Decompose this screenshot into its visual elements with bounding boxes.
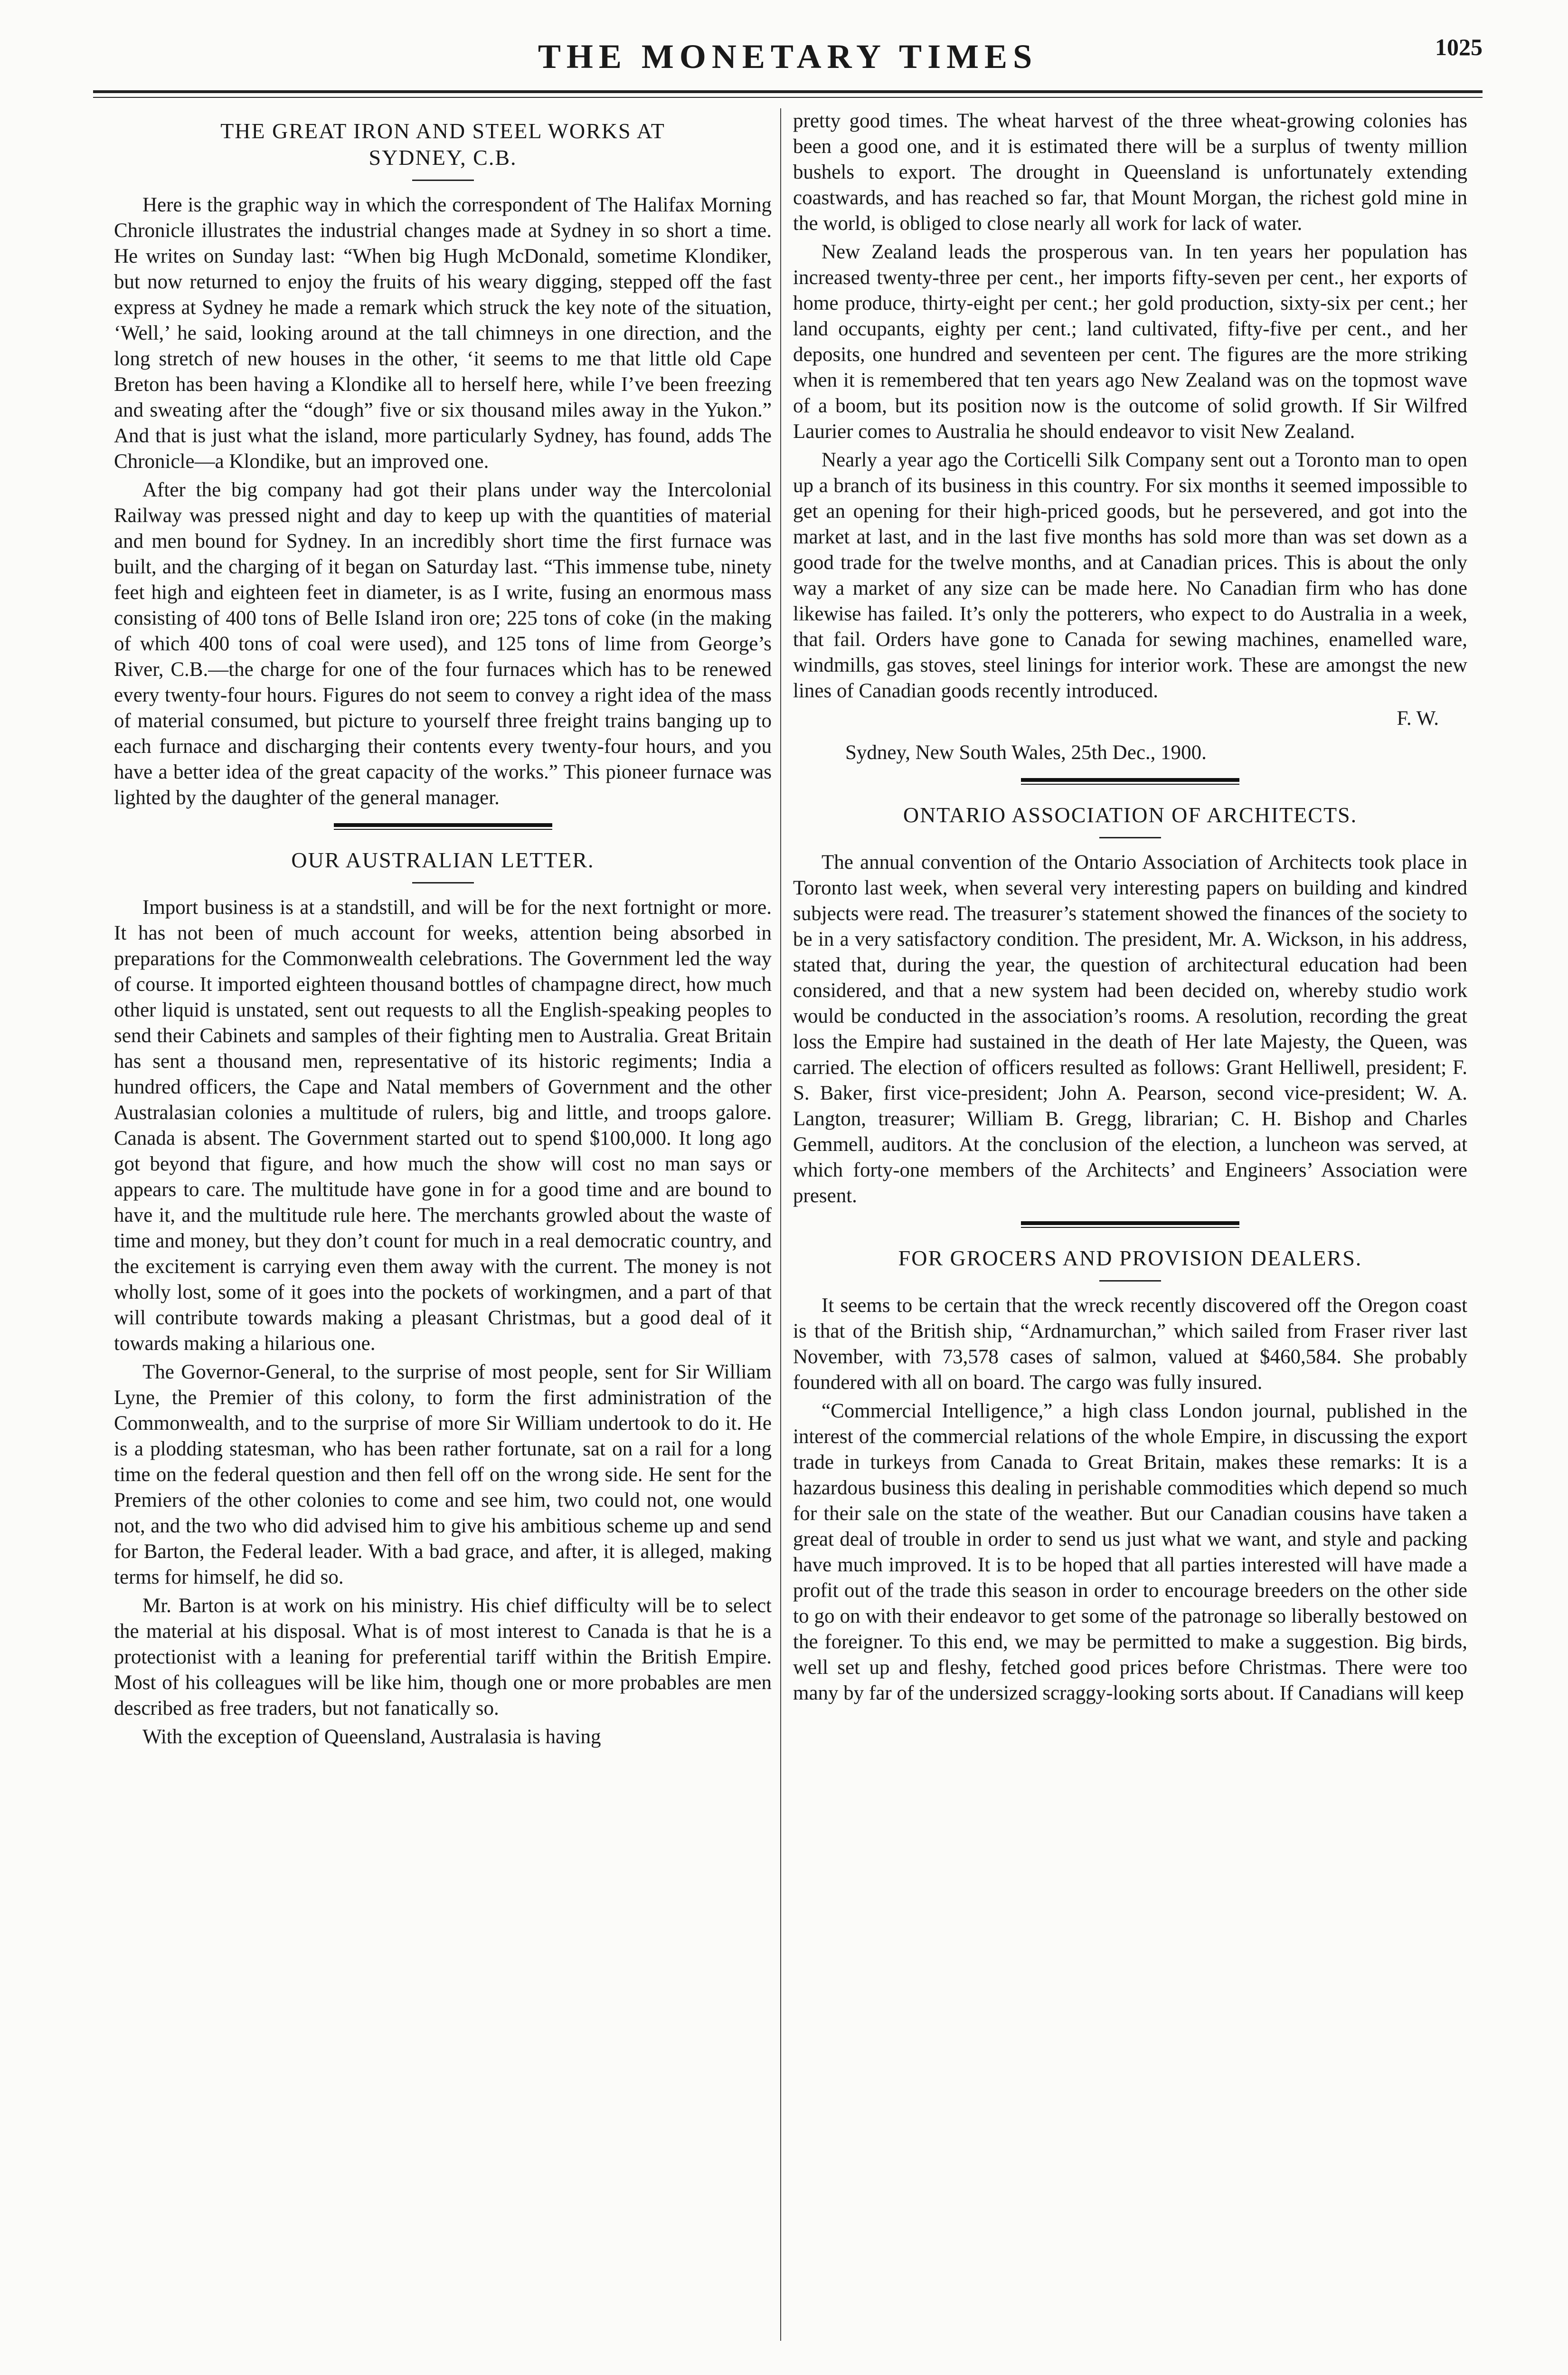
headline-rule [1099,837,1161,838]
headline-rule [1099,1280,1161,1282]
right-column [793,108,1467,2341]
column-divider [780,108,781,2341]
article-paragraph: Import business is at a standstill, and will be for the next fortnight or more. It has not been of much account for weeks, attention being absorbed in preparations for the Commonwealth celebrations. The Government led the way of course. It imported eighteen thousand bottles of champagne direct, how much other liquid is unstated, sent out requests to all the English-speaking peoples to send their Cabinets and samples of their fighting men to Australia. Great Britain has sent a thousand men, representative of its historic regiments; India a hundred officers, the Cape and Natal members of Government and the other Australasian colonies a multitude of rulers, big and little, and troops galore. Canada is absent. The Government started out to spend $100,000. It long ago got beyond that figure, and how much the show will cost no man says or appears to care. The multitude have gone in for a good time and are bound to have it, and the multitude rule here. The merchants growled about the waste of time and money, but they don’t count for much in a real democratic country, and the excitement is carrying even them away with the current. The money is not wholly lost, some of it goes into the pockets of workingmen, and a part of that will contribute towards making a pleasant Christmas, but a good deal of it towards making a hilarious one. [114,896,772,1355]
article-paragraph: Nearly a year ago the Corticelli Silk Company sent out a Toronto man to open up a branch of its business in this country. For six months it seemed impossible to get an opening for their high-priced goods, but he persevered, and got into the market at last, and in the last five months has sold more than was set down as a good trade for the twelve months, and at Canadian prices. This is about the only way a market of any size can be made here. No Canadian firm who has done likewise has failed. It’s only the potterers, who expect to do Australia in a week, that fail. Orders have gone to Canada for sewing machines, enamelled ware, windmills, gas stoves, steel linings for interior work. These are amongst the new lines of Canadian goods recently introduced. [793,449,1467,702]
masthead [93,33,1483,90]
left-column [114,108,772,2341]
headline-line-1: THE GREAT IRON AND STEEL WORKS AT [220,119,665,143]
author-signature: F. W. [1397,707,1439,730]
section-rule-thin [1021,784,1239,785]
headline-rule [412,882,474,884]
article-paragraph: New Zealand leads the prosperous van. In ten years her population has increased twenty-three per cent., her imports fifty-seven per cent., her exports of home produce, thirty-eight per cent.; her gold production, sixty-six per cent.; her land occupants, eighty per cent.; land cultivated, fifty-five per cent., and her deposits, one hundred and seventeen per cent. The figures are the more striking when it is remembered that ten years ago New Zealand was on the topmost wave of a boom, but its position now is the outcome of solid growth. If Sir Wilfred Laurier comes to Australia he should endeavor to visit New Zealand. [793,241,1467,443]
section-rule-thin [334,829,552,830]
article-paragraph: With the exception of Queensland, Australasia is having [142,1726,601,1748]
masthead-rule-heavy [93,90,1483,93]
section-rule-heavy [1021,1221,1239,1225]
article-headline-iron-steel [114,118,772,171]
section-rule-heavy [1021,778,1239,782]
section-rule-thin [1021,1227,1239,1228]
article-headline-grocers: FOR GROCERS AND PROVISION DEALERS. [898,1246,1362,1270]
section-rule-heavy [334,823,552,827]
article-paragraph-continued: pretty good times. The wheat harvest of the three wheat-growing colonies has been a good one, and it is estimated there will be a surplus of twenty million bushels to export. The drought in Queensland is unfortunately extending coastwards, and has reached so far, that Mount Morgan, the richest gold mine in the world, is obliged to close nearly all work for lack of water. [793,110,1467,235]
masthead-rule-thin [93,97,1483,98]
article-headline-architects: ONTARIO ASSOCIATION OF ARCHITECTS. [903,803,1358,827]
headline-rule [412,180,474,181]
article-paragraph: Mr. Barton is at work on his ministry. His chief difficulty will be to select the material at his disposal. What is of most interest to Canada is that he is a protectionist with a leaning for preferential tariff within the British Empire. Most of his colleagues will be like him, though one or more probables are men described as free traders, but not fanatically so. [114,1595,772,1720]
article-paragraph: It seems to be certain that the wreck recently discovered off the Oregon coast is that of the British ship, “Ardnamurchan,” which sailed from Fraser river last November, with 73,578 cases of salmon, valued at $460,584. She probably foundered with all on board. The cargo was fully insured. [793,1294,1467,1394]
article-paragraph: Here is the graphic way in which the correspondent of The Halifax Morning Chronicle illustrates the industrial changes made at Sydney in so short a time. He writes on Sunday last: “When big Hugh McDonald, sometime Klondiker, but now returned to enjoy the fruits of his weary digging, stepped off the fast express at Sydney he made a remark which struck the key note of the situation, ‘Well,’ he said, looking around at the tall chimneys in one direction, and the long stretch of new houses in the other, ‘it seems to me that little old Cape Breton has been having a Klondike all to herself here, while I’ve been freezing and sweating after the “dough” five or six thousand miles away in the Yukon.” And that is just what the island, more particularly Sydney, has found, adds The Chronicle—a Klondike, but an improved one. [114,194,772,473]
article-paragraph: After the big company had got their plans under way the Intercolonial Railway was pressed night and day to keep up with the quantities of material and men bound for Sydney. In an incredibly short time the first furnace was built, and the charging of it began on Saturday last. “This immense tube, ninety feet high and eighteen feet in diameter, is as I write, fusing an enormous mass consisting of 400 tons of Belle Island iron ore; 225 tons of coke (in the making of which 400 tons of coal were used), and 125 tons of lime from George’s River, C.B.—the charge for one of the four furnaces which has to be renewed every twenty-four hours. Figures do not seem to convey a right idea of the mass of material consumed, but picture to yourself three freight trains banging up to each furnace and discharging their contents every twenty-four hours, and you have a better idea of the great capacity of the works.” This pioneer furnace was lighted by the daughter of the general manager. [114,479,772,809]
page-number: 1025 [1435,34,1483,60]
publication-title: THE MONETARY TIMES [538,38,1038,76]
article-paragraph: “Commercial Intelligence,” a high class London journal, published in the interest of the commercial relations of the whole Empire, in discussing the export trade in turkeys from Canada to Great Britain, makes these remarks: It is a hazardous business this dealing in perishable commodities which depend so much for their sale on the state of the weather. But our Canadian cousins have taken a great deal of trouble in order to send us just what we want, and style and packing have much improved. It is to be hoped that all parties interested will have made a profit out of the trade this season in order to encourage breeders on the other side to go on with their endeavor to get some of the patronage so liberally bestowed on the foreigner. To this end, we may be permitted to make a suggestion. Big birds, well set up and fleshy, fetched good prices before Christmas. There were too many by far of the undersized scraggy-looking sorts about. If Canadians will keep [793,1400,1467,1704]
article-headline-australian-letter: OUR AUSTRALIAN LETTER. [291,848,595,872]
headline-line-2: SYDNEY, C.B. [368,145,517,170]
article-dateline: Sydney, New South Wales, 25th Dec., 1900. [845,741,1207,764]
article-paragraph: The annual convention of the Ontario Association of Architects took place in Toronto last week, when several very interesting papers on building and kindred subjects were read. The treasurer’s statement showed the finances of the society to be in a very satisfactory condition. The president, Mr. A. Wickson, in his address, stated that, during the year, the question of architectural education had been considered, and that a new system had been decided on, whereby studio work would be conducted in the association’s rooms. A resolution, recording the great loss the Empire had sustained in the death of Her late Majesty, the Queen, was carried. The election of officers resulted as follows: Grant Helliwell, president; F. S. Baker, first vice-president; John A. Pearson, second vice-president; W. A. Langton, treasurer; William B. Gregg, librarian; C. H. Bishop and Charles Gemmell, auditors. At the conclusion of the election, a luncheon was served, at which forty-one members of the Architects’ and Engineers’ Association were present. [793,851,1467,1207]
article-paragraph: The Governor-General, to the surprise of most people, sent for Sir William Lyne, the Premier of this colony, to form the first administration of the Commonwealth, and to the surprise of more Sir William undertook to do it. He is a plodding statesman, who has been rather fortunate, sat on a rail for a long time on the federal question and then fell off on the wrong side. He sent for the Premiers of the other colonies to come and see him, two could not, one would not, and the two who did advised him to give his ambitious scheme up and send for Barton, the Federal leader. With a bad grace, and after, it is alleged, making terms for himself, he did so. [114,1361,772,1588]
